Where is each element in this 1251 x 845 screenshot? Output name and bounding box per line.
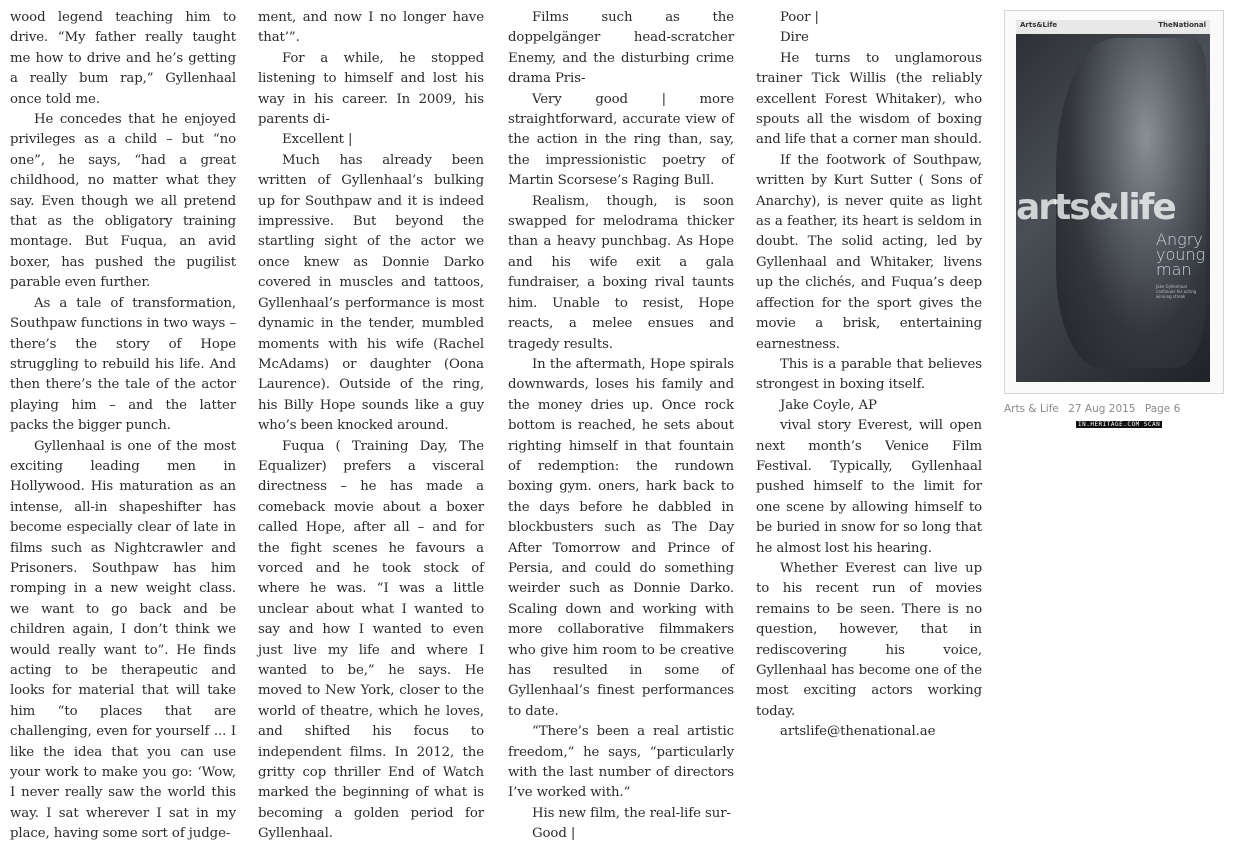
- caption-section: Arts & Life: [1004, 403, 1059, 415]
- article-paragraph: Poor |: [780, 10, 819, 25]
- thumbnail-section-title: arts&life: [1016, 187, 1175, 228]
- article-column-4: [756, 8, 982, 743]
- article-paragraph: Gyllenhaal is one of the most exciting leading men in Hollywood. His maturation as an intense, all-in shapeshifter has become especially clear of late in films such as Nightcrawler and Prisoners. Southpaw has him romping in a new weight class. we want to go back and be children again, I don’t think we would really want to”. He finds acting to be therapeutic and looks for material that will take him “to places that are challenging, even for yourself ... I like the idea that you can use your work to make you go: ‘Wow, I never really saw the world this way. I sat wherever I sat in my place, having some sort of judge-: [10, 438, 236, 842]
- article-paragraph: Whether Everest can live up to his recent run of movies remains to be seen. There is no question, however, that in rediscovering his voice, Gyllenhaal has become one of the most exciting actors working today.: [756, 560, 982, 719]
- article-paragraph: Films such as the doppelgänger head-scratcher Enemy, and the disturbing crime drama Pris-: [508, 10, 734, 87]
- scan-watermark: IN.HERITAGE.COM SCAN: [1078, 421, 1161, 428]
- thumbnail-masthead: [1016, 20, 1210, 34]
- article-paragraph: For a while, he stopped listening to himself and lost his way in his career. In 2009, his parents di-: [258, 50, 484, 128]
- thumbnail-masthead-right: TheNational: [1158, 21, 1206, 29]
- article-column-3: [508, 8, 734, 845]
- article-paragraph: Much has already been written of Gyllenhaal’s bulking up for Southpaw and it is indeed impressive. But beyond the startling sight of the actor we once knew as Donnie Darko covered in muscles and tattoos, Gyllenhaal’s performance is most dynamic in the tender, mumbled moments with his wife (Rachel McAdams) or daughter (Oona Laurence). Outside of the ring, his Billy Hope sounds like a guy who’s been knocked around.: [258, 152, 484, 434]
- caption-date: 27 Aug 2015: [1068, 403, 1136, 415]
- article-column-2: [258, 8, 484, 845]
- article-paragraph: Fuqua ( Training Day, The Equalizer) prefers a visceral directness – he has made a comeback movie about a boxer called Hope, after all – and for the fight scenes he favours a vorced and he took stock of where he was. “I was a little unclear about what I wanted to say and how I wanted to even just live my life and where I wanted to be,” he says. He moved to New York, closer to the world of theatre, which he loves, and shifted his focus to independent films. In 2012, the gritty cop thriller End of Watch marked the beginning of what is becoming a golden period for Gyllenhaal.: [258, 438, 484, 842]
- article-paragraph: He concedes that he enjoyed privileges as a child – but “no one”, he says, “had a great childhood, no matter what they say. Even though we all pretend that as the obligatory training montage. But Fuqua, an avid boxer, has pushed the pugilist parable even further.: [10, 112, 236, 291]
- article-paragraph: Realism, though, is soon swapped for melodrama thicker than a heavy punchbag. As Hope and his wife exit a gala fundraiser, a boxing rival taunts him. Unable to resist, Hope reacts, a melee ensues and tragedy results.: [508, 193, 734, 352]
- article-paragraph: This is a parable that believes strongest in boxing itself.: [756, 356, 982, 393]
- article-paragraph: In the aftermath, Hope spirals downwards, loses his family and the money dries up. Once rock bottom is reached, he sets about righting himself in that fountain of redemption: the rundown boxing gym. oners, hark back to the days before he dabbled in blockbusters such as The Day After Tomorrow and Prince of Persia, and could do something weirder such as Donnie Darko. Scaling down and working with more collaborative filmmakers who give him room to be creative has resulted in some of Gyllenhaal’s finest performances to date.: [508, 356, 734, 719]
- thumbnail-headline: Angry young man: [1156, 230, 1206, 279]
- caption-page: Page 6: [1144, 403, 1181, 415]
- article-paragraph: If the footwork of Southpaw, written by Kurt Sutter ( Sons of Anarchy), is never quite as light as a feather, its heart is seldom in doubt. The solid acting, led by Gyllenhaal and Whitaker, livens up the clichés, and Fuqua’s deep affection for the sport gives the movie a brisk, entertaining earnestness.: [756, 152, 982, 352]
- article-paragraph: His new film, the real-life sur-: [532, 805, 731, 821]
- article-paragraph: wood legend teaching him to drive. “My father really taught me how to drive and he’s getting a really bum rap,” Gyllenhaal once told me.: [10, 10, 236, 107]
- thumbnail-blurb: Jake Gyllenhaal continues his acting winning streak: [1156, 284, 1197, 299]
- article-paragraph: As a tale of transformation, Southpaw functions in two ways – there’s the story of Hope struggling to rebuild his life. And then there’s the tale of the actor playing him – and the latter packs the bigger punch.: [10, 295, 236, 434]
- article-paragraph: He turns to unglamorous trainer Tick Willis (the reliably excellent Forest Whitaker), who spouts all the wisdom of boxing and life that a corner man should.: [756, 50, 983, 148]
- article-paragraph: Dire: [780, 30, 809, 46]
- page-caption: [1004, 403, 1186, 415]
- thumbnail-masthead-left: Arts&Life: [1020, 21, 1058, 29]
- article-paragraph: “There’s been a real artistic freedom,” he says, “particularly with the last number of directors I’ve worked with.”: [508, 724, 734, 801]
- article-paragraph: artslife@thenational.ae: [780, 724, 936, 740]
- article-paragraph: vival story Everest, will open next month’s Venice Film Festival. Typically, Gyllenhaal pushed himself to the limit for one scene by allowing himself to be buried in snow for so long that he almost lost his hearing.: [756, 418, 982, 556]
- article-paragraph: Jake Coyle, AP: [780, 397, 877, 413]
- article-paragraph: Excellent |: [282, 132, 353, 148]
- article-paragraph: Very good | more straightforward, accurate view of the action in the ring than, say, the impressionistic poetry of Martin Scorsese’s Raging Bull.: [508, 91, 734, 189]
- page-thumbnail[interactable]: [1016, 20, 1210, 382]
- article-paragraph: ment, and now I no longer have that’”.: [258, 10, 484, 46]
- article-column-1: [10, 8, 236, 845]
- article-paragraph: Good |: [532, 826, 576, 842]
